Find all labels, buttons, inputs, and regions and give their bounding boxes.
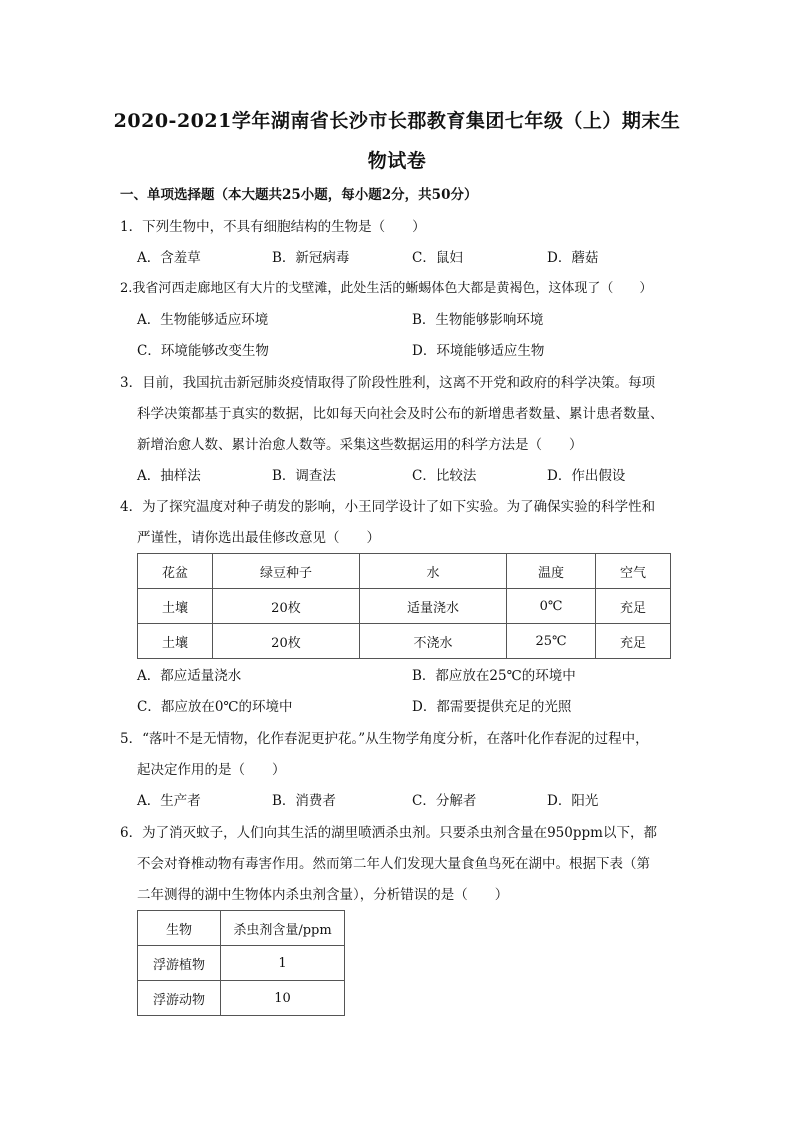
table-header-cell: 生物 bbox=[138, 911, 221, 946]
table-header-row bbox=[138, 911, 345, 946]
q4-option-c[interactable]: C．都应放在0℃的环境中 bbox=[137, 699, 293, 715]
table-header-cell: 温度 bbox=[507, 554, 596, 589]
table-row bbox=[138, 946, 345, 981]
q2-option-d[interactable]: D．环境能够适应生物 bbox=[412, 343, 545, 359]
exam-title-line1: 2020-2021学年湖南省长沙市长郡教育集团七年级（上）期末生 bbox=[113, 110, 681, 132]
q5-stem-line2: 起决定作用的是（ ） bbox=[137, 762, 286, 778]
q3-option-a[interactable]: A．抽样法 bbox=[137, 468, 201, 484]
q1-option-a[interactable]: A．含羞草 bbox=[137, 250, 201, 266]
table-header-cell: 杀虫剂含量/ppm bbox=[221, 911, 345, 946]
q5-stem-line1: 5．“落叶不是无情物，化作春泥更护花。”从生物学角度分析，在落叶化作春泥的过程中， bbox=[120, 731, 649, 747]
table-cell: 适量浇水 bbox=[359, 589, 506, 624]
q4-stem-line1: 4．为了探究温度对种子萌发的影响，小王同学设计了如下实验。为了确保实验的科学性和 bbox=[120, 499, 656, 515]
table-cell: 25℃ bbox=[507, 624, 596, 659]
table-header-cell: 绿豆种子 bbox=[212, 554, 359, 589]
q6-pesticide-table bbox=[137, 910, 345, 1016]
table-cell: 充足 bbox=[596, 624, 671, 659]
q1-option-c[interactable]: C．鼠妇 bbox=[412, 250, 463, 266]
q1-option-d[interactable]: D．蘑菇 bbox=[547, 250, 599, 266]
table-header-cell: 花盆 bbox=[138, 554, 213, 589]
table-cell: 10 bbox=[221, 981, 345, 1016]
exam-title-line2: 物试卷 bbox=[367, 150, 427, 172]
table-row bbox=[138, 589, 671, 624]
table-cell: 1 bbox=[221, 946, 345, 981]
q4-option-a[interactable]: A．都应适量浇水 bbox=[137, 668, 242, 684]
q3-stem-line3: 新增治愈人数、累计治愈人数等。采集这些数据运用的科学方法是（ ） bbox=[137, 437, 583, 453]
q4-stem-line2: 严谨性，请你选出最佳修改意见（ ） bbox=[137, 530, 380, 546]
section-heading: 一、单项选择题（本大题共25小题，每小题2分，共50分） bbox=[120, 187, 478, 203]
table-row bbox=[138, 981, 345, 1016]
table-cell: 浮游动物 bbox=[138, 981, 221, 1016]
q5-option-c[interactable]: C．分解者 bbox=[412, 793, 477, 809]
table-row bbox=[138, 624, 671, 659]
q3-option-d[interactable]: D．作出假设 bbox=[547, 468, 626, 484]
q1-stem: 1．下列生物中，不具有细胞结构的生物是（ ） bbox=[120, 219, 426, 235]
table-cell: 不浇水 bbox=[359, 624, 506, 659]
q4-option-d[interactable]: D．都需要提供充足的光照 bbox=[412, 699, 572, 715]
table-cell: 20枚 bbox=[212, 589, 359, 624]
table-header-cell: 空气 bbox=[596, 554, 671, 589]
table-cell: 充足 bbox=[596, 589, 671, 624]
q3-stem-line1: 3．目前，我国抗击新冠肺炎疫情取得了阶段性胜利，这离不开党和政府的科学决策。每项 bbox=[120, 375, 656, 391]
q5-option-b[interactable]: B．消费者 bbox=[272, 793, 336, 809]
table-header-row bbox=[138, 554, 671, 589]
q6-stem-line3: 二年测得的湖中生物体内杀虫剂含量），分析错误的是（ ） bbox=[137, 887, 509, 903]
q5-option-d[interactable]: D．阳光 bbox=[547, 793, 599, 809]
table-cell: 土壤 bbox=[138, 624, 213, 659]
table-cell: 浮游植物 bbox=[138, 946, 221, 981]
q2-stem: 2.我省河西走廊地区有大片的戈壁滩，此处生活的蜥蜴体色大都是黄褐色，这体现了（ ） bbox=[120, 281, 653, 296]
q4-option-b[interactable]: B．都应放在25℃的环境中 bbox=[412, 668, 576, 684]
q6-stem-line2: 不会对脊椎动物有毒害作用。然而第二年人们发现大量食鱼鸟死在湖中。根据下表（第 bbox=[137, 856, 650, 872]
q2-option-a[interactable]: A．生物能够适应环境 bbox=[137, 312, 269, 328]
q6-stem-line1: 6．为了消灭蚊子，人们向其生活的湖里喷洒杀虫剂。只要杀虫剂含量在950ppm以下，都 bbox=[120, 825, 657, 841]
q2-option-b[interactable]: B．生物能够影响环境 bbox=[412, 312, 544, 328]
q3-option-b[interactable]: B．调查法 bbox=[272, 468, 336, 484]
table-cell: 土壤 bbox=[138, 589, 213, 624]
table-header-cell: 水 bbox=[359, 554, 506, 589]
q3-option-c[interactable]: C．比较法 bbox=[412, 468, 477, 484]
q5-option-a[interactable]: A．生产者 bbox=[137, 793, 201, 809]
q4-experiment-table bbox=[137, 553, 671, 659]
q3-stem-line2: 科学决策都基于真实的数据，比如每天向社会及时公布的新增患者数量、累计患者数量、 bbox=[137, 406, 664, 422]
table-cell: 20枚 bbox=[212, 624, 359, 659]
q1-option-b[interactable]: B．新冠病毒 bbox=[272, 250, 350, 266]
table-cell: 0℃ bbox=[507, 589, 596, 624]
q2-option-c[interactable]: C．环境能够改变生物 bbox=[137, 343, 269, 359]
